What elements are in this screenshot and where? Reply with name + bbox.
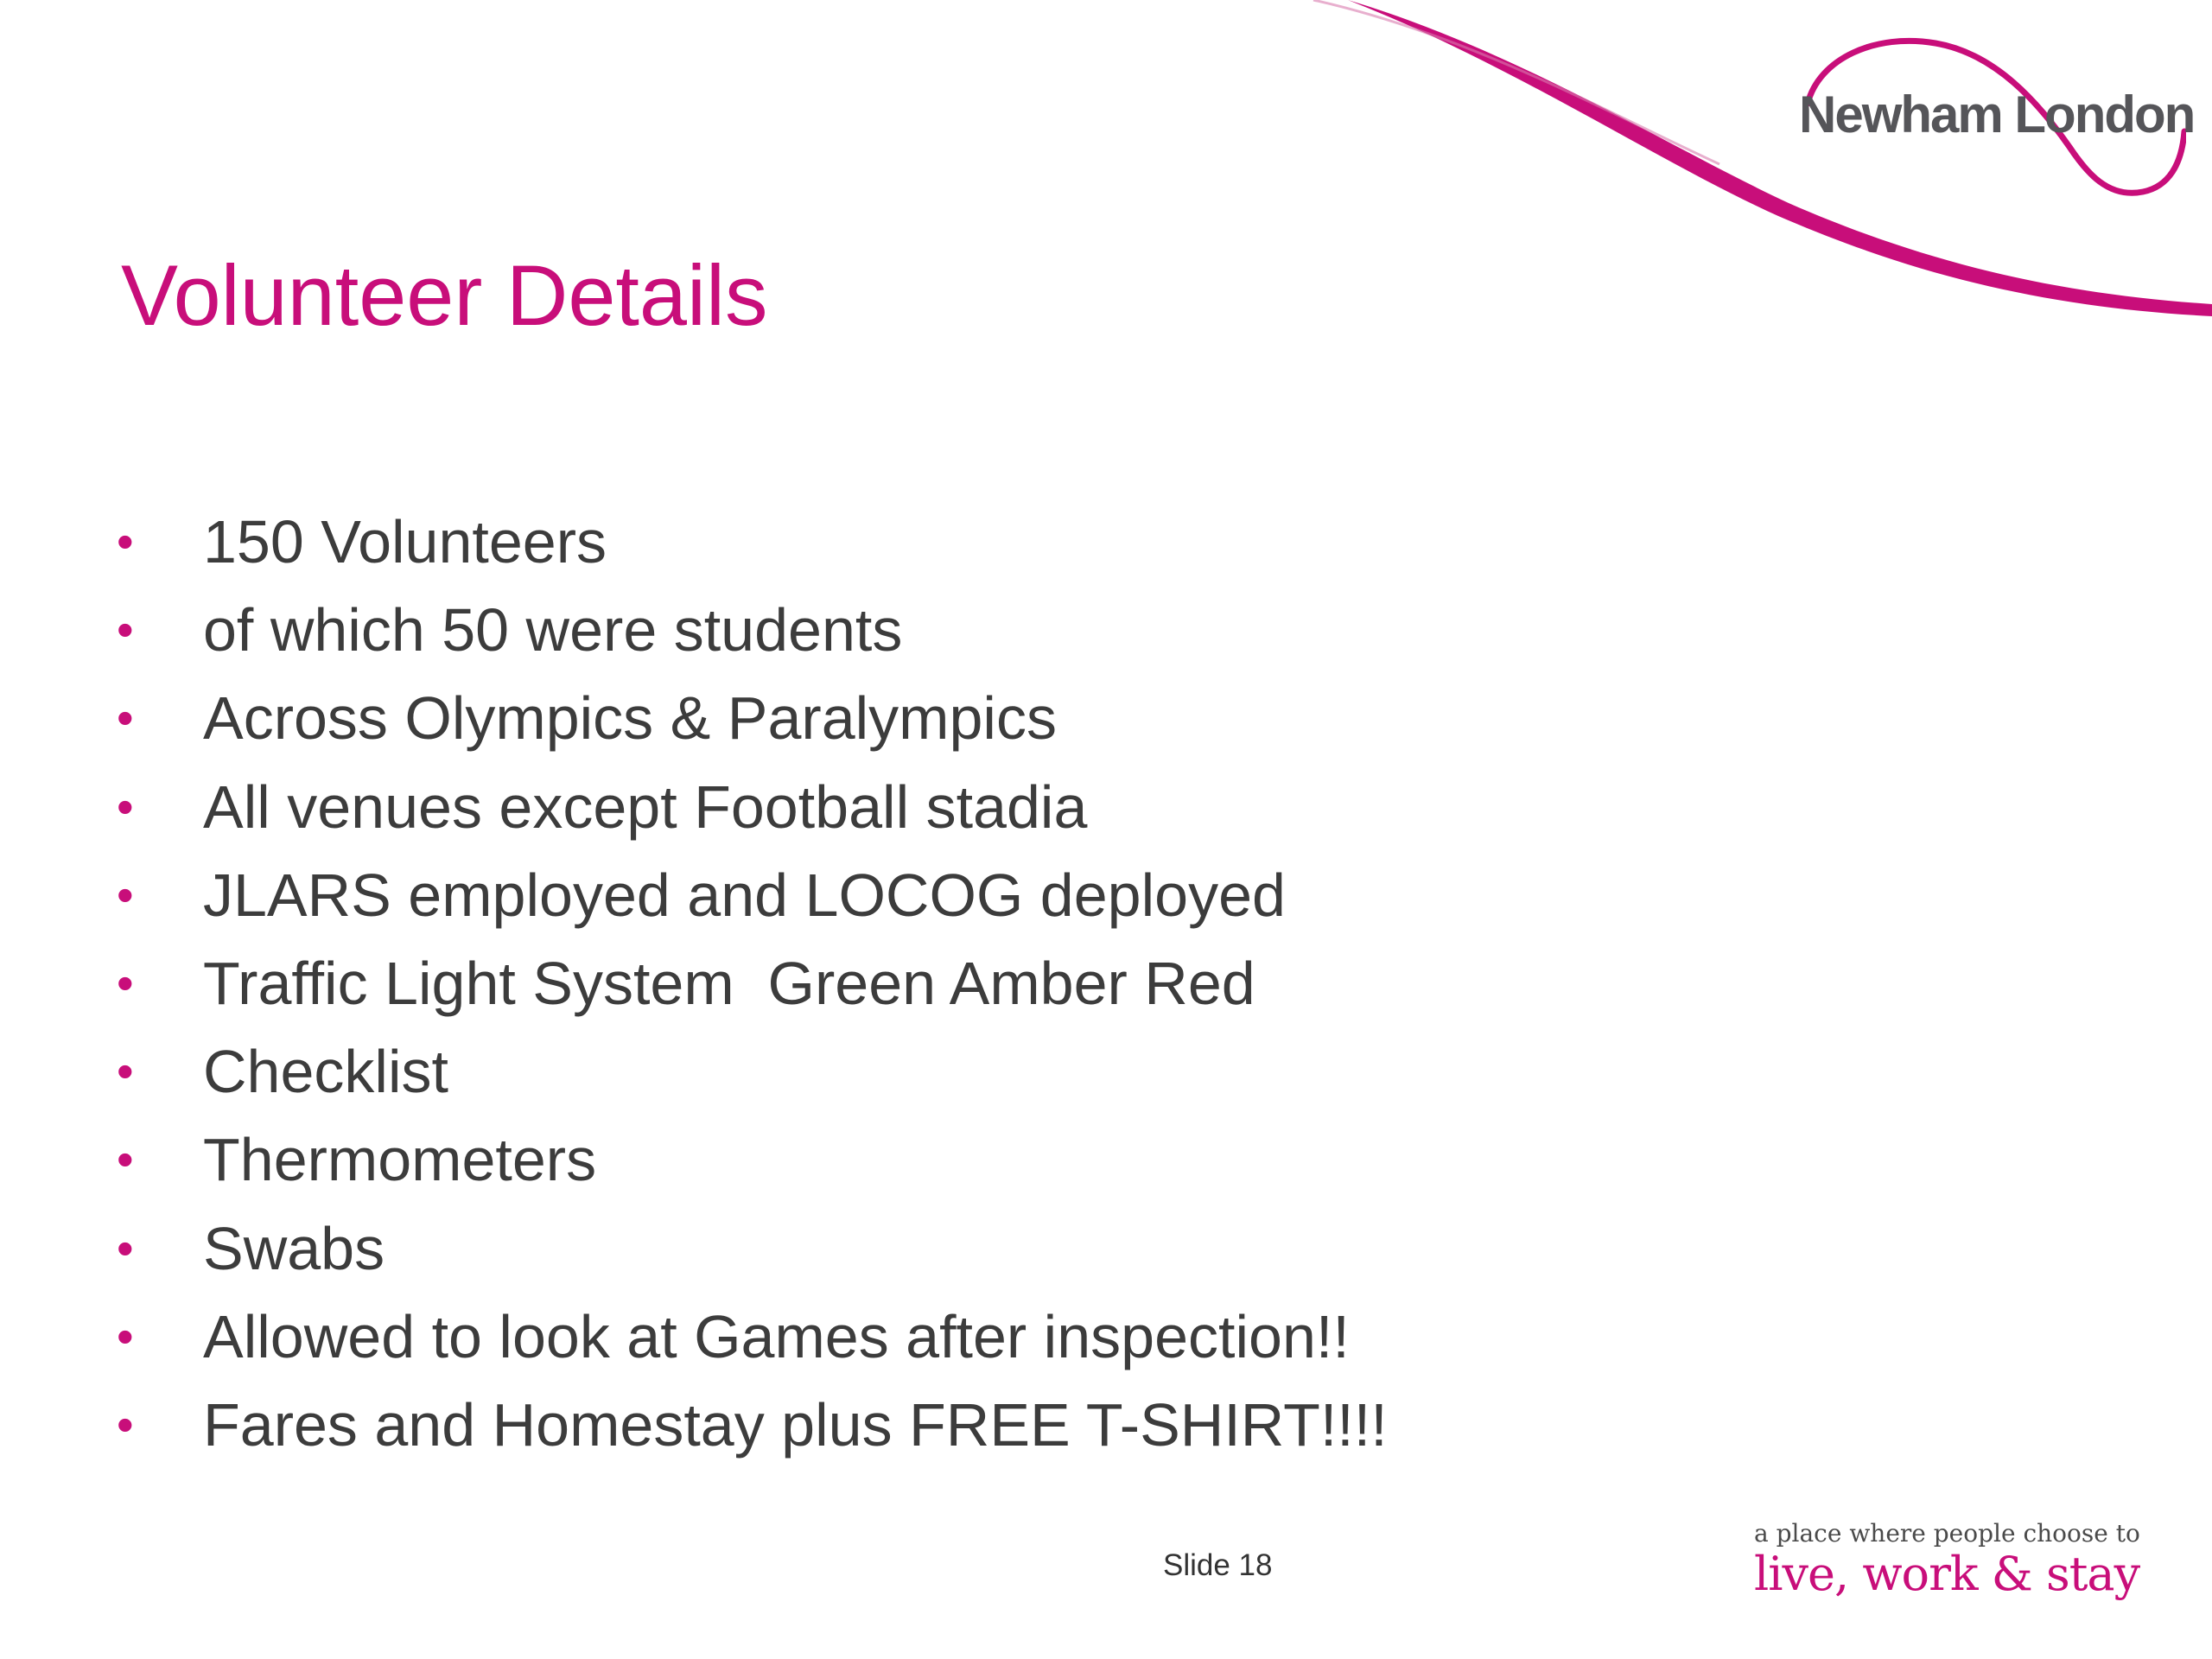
bullet-icon: • bbox=[117, 602, 134, 658]
tagline-small: a place where people choose to bbox=[1754, 1519, 2140, 1548]
bullet-text: Thermometers bbox=[203, 1126, 597, 1194]
newham-london-logo bbox=[1780, 35, 2195, 207]
bullet-item bbox=[117, 763, 1388, 851]
bullet-item bbox=[117, 586, 1388, 674]
tagline bbox=[1754, 1521, 2160, 1601]
slide-number: Slide 18 bbox=[1163, 1548, 1273, 1582]
bullet-text: All venues except Football stadia bbox=[203, 772, 1088, 841]
bullet-item bbox=[117, 1381, 1388, 1469]
bullet-item bbox=[117, 851, 1388, 939]
bullet-text: Allowed to look at Games after inspection!! bbox=[203, 1302, 1350, 1370]
bullet-item bbox=[117, 939, 1388, 1027]
logo-text: Newham London bbox=[1799, 86, 2195, 143]
bullet-icon: • bbox=[117, 1044, 134, 1099]
bullet-item bbox=[117, 1205, 1388, 1293]
bullet-icon: • bbox=[117, 1132, 134, 1187]
bullet-item bbox=[117, 674, 1388, 762]
bullet-text: Checklist bbox=[203, 1038, 448, 1106]
bullet-icon: • bbox=[117, 1396, 134, 1452]
bullet-list bbox=[117, 498, 1388, 1469]
bullet-icon: • bbox=[117, 867, 134, 922]
bullet-text: 150 Volunteers bbox=[203, 508, 607, 575]
bullet-icon: • bbox=[117, 690, 134, 746]
bullet-icon: • bbox=[117, 955, 134, 1010]
bullet-icon: • bbox=[117, 779, 134, 834]
bullet-item bbox=[117, 1027, 1388, 1116]
bullet-icon: • bbox=[117, 514, 134, 569]
bullet-text: of which 50 were students bbox=[203, 596, 903, 664]
bullet-icon: • bbox=[117, 1308, 134, 1363]
bullet-icon: • bbox=[117, 1220, 134, 1275]
bullet-text: Swabs bbox=[203, 1214, 385, 1282]
bullet-item bbox=[117, 1293, 1388, 1381]
slide-title: Volunteer Details bbox=[121, 247, 768, 343]
bullet-text: JLARS employed and LOCOG deployed bbox=[203, 861, 1286, 929]
bullet-text: Traffic Light System Green Amber Red bbox=[203, 949, 1255, 1017]
bullet-text: Across Olympics & Paralympics bbox=[203, 684, 1057, 753]
tagline-big: live, work & stay bbox=[1754, 1546, 2140, 1601]
bullet-item bbox=[117, 498, 1388, 586]
bullet-item bbox=[117, 1116, 1388, 1204]
bullet-text: Fares and Homestay plus FREE T-SHIRT!!!! bbox=[203, 1390, 1388, 1459]
